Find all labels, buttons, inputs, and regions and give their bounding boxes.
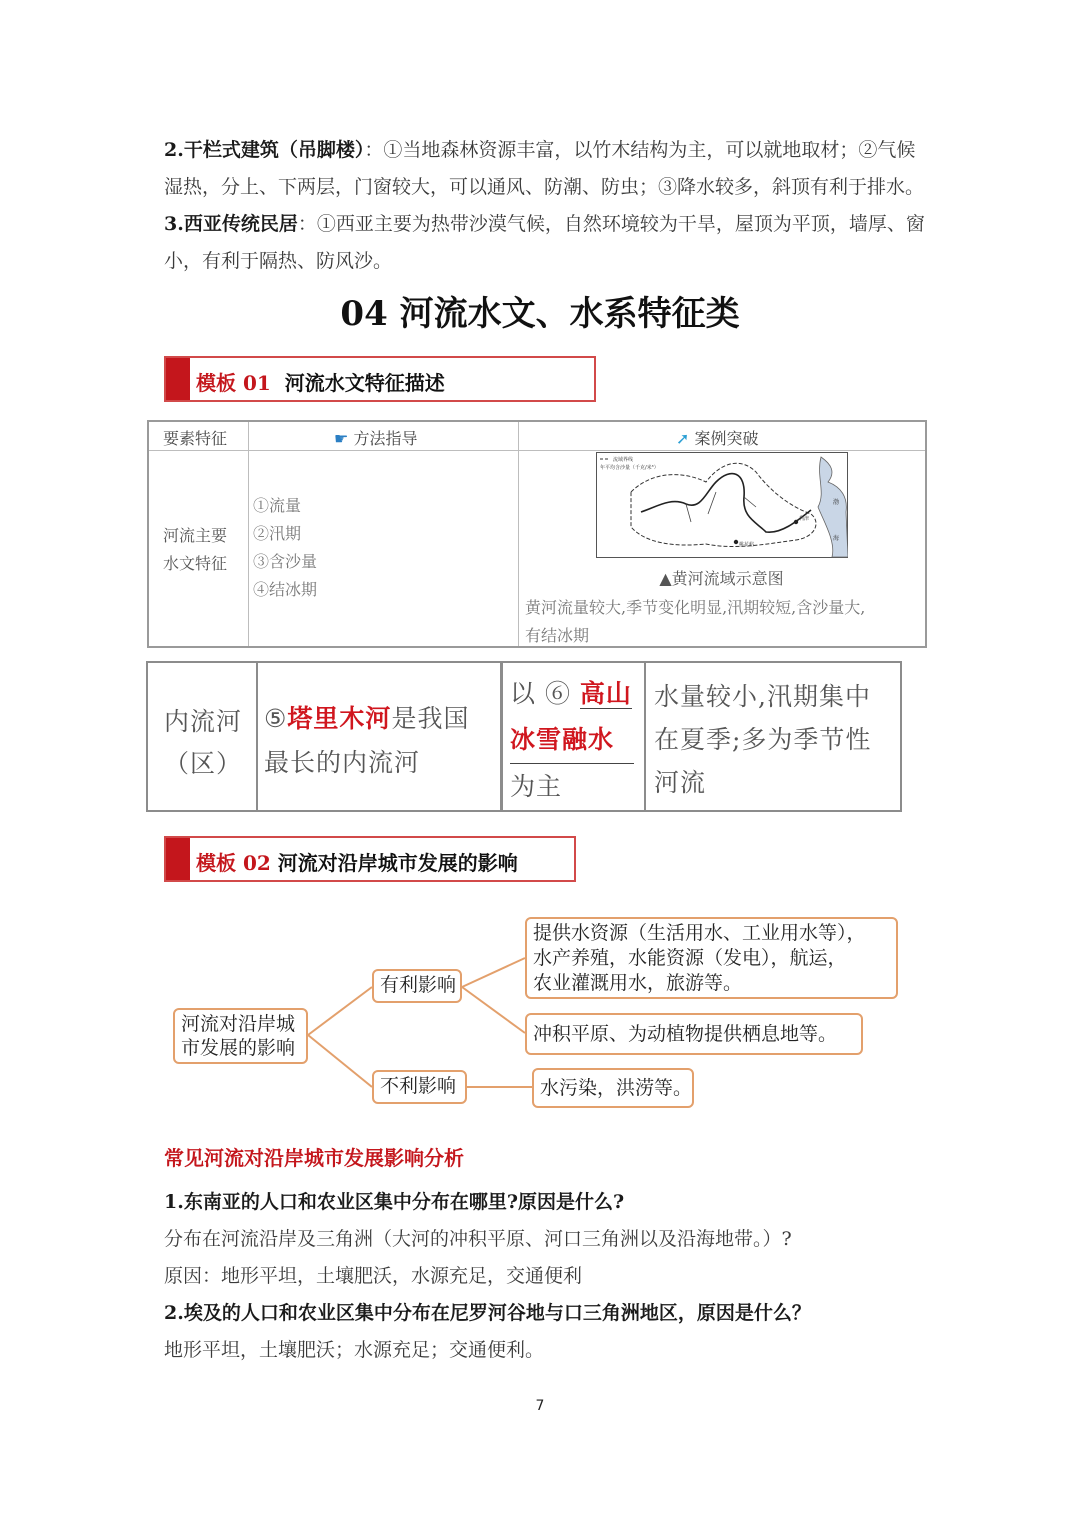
item2-text: ：①当地森林资源丰富，以竹木结构为主，可以就地取材；②气候 bbox=[364, 139, 916, 161]
connector-root-negative bbox=[308, 1035, 372, 1087]
fill-5-line1 bbox=[264, 697, 469, 741]
banner-bar bbox=[166, 838, 190, 880]
port-dot bbox=[794, 520, 798, 524]
connector-positive-1 bbox=[462, 958, 525, 987]
row-label bbox=[163, 522, 227, 578]
node-positive-detail-1 bbox=[525, 917, 898, 999]
template-01-number: 模板 01 bbox=[196, 371, 271, 395]
fill-5 bbox=[264, 697, 469, 785]
node-positive: 有利影响 bbox=[372, 969, 462, 1003]
answer-1-line1: 分布在河流沿岸及三角洲（大河的冲积平原、河口三角洲以及沿海地带。）? bbox=[164, 1228, 792, 1250]
fill-5-answer: 塔里木河 bbox=[287, 704, 392, 733]
pointing-hand-icon: ☛ bbox=[334, 429, 349, 448]
method-sediment: ③含沙量 bbox=[253, 552, 318, 571]
row-label-line2: 水文特征 bbox=[163, 554, 228, 573]
inland-river-table bbox=[146, 661, 902, 812]
template-01-label bbox=[196, 367, 445, 396]
template-01-name: 河流水文特征描述 bbox=[284, 371, 445, 395]
header-case-text: 案例突破 bbox=[694, 429, 759, 448]
desc-line3: 河流 bbox=[654, 768, 707, 797]
intro-item3-line2: 小，有利于隔热、防风沙。 bbox=[164, 250, 393, 272]
section-title: 04 河流水文、水系特征类 bbox=[340, 294, 740, 334]
legend-boundary-text: 流域界线 bbox=[613, 457, 634, 463]
fill-5-rest: 是我国 bbox=[391, 704, 470, 733]
node-negative-detail: 水污染，洪涝等。 bbox=[532, 1068, 694, 1108]
case-line1: 黄河流量较大,季节变化明显,汛期较短,含沙量大, bbox=[525, 598, 866, 617]
node-positive-detail-2: 冲积平原、为动植物提供栖息地等。 bbox=[525, 1013, 863, 1055]
fill-6-line1 bbox=[510, 671, 634, 717]
connector-positive-2 bbox=[462, 987, 525, 1033]
item3-text: ：①西亚主要为热带沙漠气候，自然环境较为干旱，屋顶为平顶，墙厚、窗 bbox=[297, 213, 925, 235]
template-01-banner bbox=[164, 356, 596, 402]
fill-6-line2 bbox=[510, 717, 634, 764]
row-label-line1: 河流主要 bbox=[163, 526, 228, 545]
intro-item3-line1 bbox=[164, 212, 925, 236]
header-method bbox=[334, 426, 417, 449]
intro-item2-line2: 湿热，分上、下两层，门窗较大，可以通风、防潮、防虫；③降水较多，斜顶有利于排水。 bbox=[164, 176, 925, 198]
yellow-river-map bbox=[596, 452, 848, 558]
header-method-text: 方法指导 bbox=[353, 429, 418, 448]
template-02-name: 河流对沿岸城市发展的影响 bbox=[277, 851, 518, 875]
header-elements: 要素特征 bbox=[163, 429, 228, 448]
station-dot bbox=[734, 540, 738, 544]
question-2: 2.埃及的人口和农业区集中分布在尼罗河谷地与口三角洲地区，原因是什么？ bbox=[164, 1302, 811, 1324]
legend-sediment-text: 年平均含沙量（千克/米³） bbox=[600, 465, 659, 471]
method-flow: ①流量 bbox=[253, 496, 302, 515]
arrow-icon: ➚ bbox=[676, 429, 690, 448]
station-label: 桃花峪 bbox=[739, 542, 755, 548]
case-line2: 有结冰期 bbox=[525, 626, 590, 645]
answer-1-line2: 原因：地形平坦，土壤肥沃，水源充足，交通便利 bbox=[164, 1265, 583, 1287]
header-case bbox=[676, 426, 759, 449]
fill-6-prefix: 以 ⑥ bbox=[510, 679, 580, 708]
pos1-line1: 提供水资源（生活用水、工业用水等）， bbox=[533, 922, 866, 944]
map-caption: ▲黄河流域示意图 bbox=[659, 569, 784, 588]
desc-line1: 水量较小,汛期集中 bbox=[654, 682, 871, 711]
method-ice: ④结冰期 bbox=[253, 580, 318, 599]
method-flood: ②汛期 bbox=[253, 524, 302, 543]
fill-6-answer1: 高山 bbox=[579, 679, 632, 708]
fill-6-suffix: 为主 bbox=[510, 772, 563, 801]
pos1-line3: 农业灌溉用水，旅游等。 bbox=[533, 972, 743, 994]
method-list bbox=[253, 492, 317, 604]
template-02-number: 模板 02 bbox=[196, 851, 271, 875]
pos1-line2: 水产养殖，水能资源（发电），航运， bbox=[533, 947, 847, 969]
fill-5-num: ⑤ bbox=[264, 704, 288, 733]
item2-heading: 2.干栏式建筑（吊脚楼） bbox=[164, 139, 365, 161]
inland-label-line2: （区） bbox=[164, 749, 243, 778]
sea-label-1: 渤 bbox=[833, 499, 840, 506]
template-02-label bbox=[196, 847, 518, 876]
inland-desc bbox=[654, 675, 871, 804]
banner-bar bbox=[166, 358, 190, 400]
sea-label-2: 海 bbox=[833, 535, 840, 542]
item3-heading: 3.西亚传统民居 bbox=[164, 213, 298, 235]
desc-line2: 在夏季;多为季节性 bbox=[654, 725, 872, 754]
fill-6-answer2: 冰雪融水 bbox=[510, 725, 615, 754]
mindmap-root bbox=[173, 1008, 308, 1064]
analysis-title: 常见河流对沿岸城市发展影响分析 bbox=[164, 1146, 464, 1170]
connector-root-positive bbox=[308, 987, 372, 1035]
fill-5-line2: 最长的内流河 bbox=[264, 748, 421, 777]
template-02-banner bbox=[164, 836, 576, 882]
inland-label bbox=[164, 701, 242, 785]
hydrology-table bbox=[147, 420, 927, 648]
node-negative: 不利影响 bbox=[372, 1070, 467, 1104]
intro-item2-line1 bbox=[164, 138, 915, 162]
case-text bbox=[525, 594, 865, 650]
question-1: 1.东南亚的人口和农业区集中分布在哪里?原因是什么? bbox=[164, 1191, 625, 1213]
inland-label-line1: 内流河 bbox=[164, 707, 243, 736]
answer-2: 地形平坦，土壤肥沃；水源充足；交通便利。 bbox=[164, 1339, 545, 1361]
root-line1: 河流对沿岸城 bbox=[181, 1013, 296, 1035]
root-line2: 市发展的影响 bbox=[181, 1037, 296, 1059]
page-number: 7 bbox=[535, 1398, 545, 1414]
fill-6 bbox=[510, 671, 634, 810]
port-label: 利津 bbox=[799, 516, 810, 522]
